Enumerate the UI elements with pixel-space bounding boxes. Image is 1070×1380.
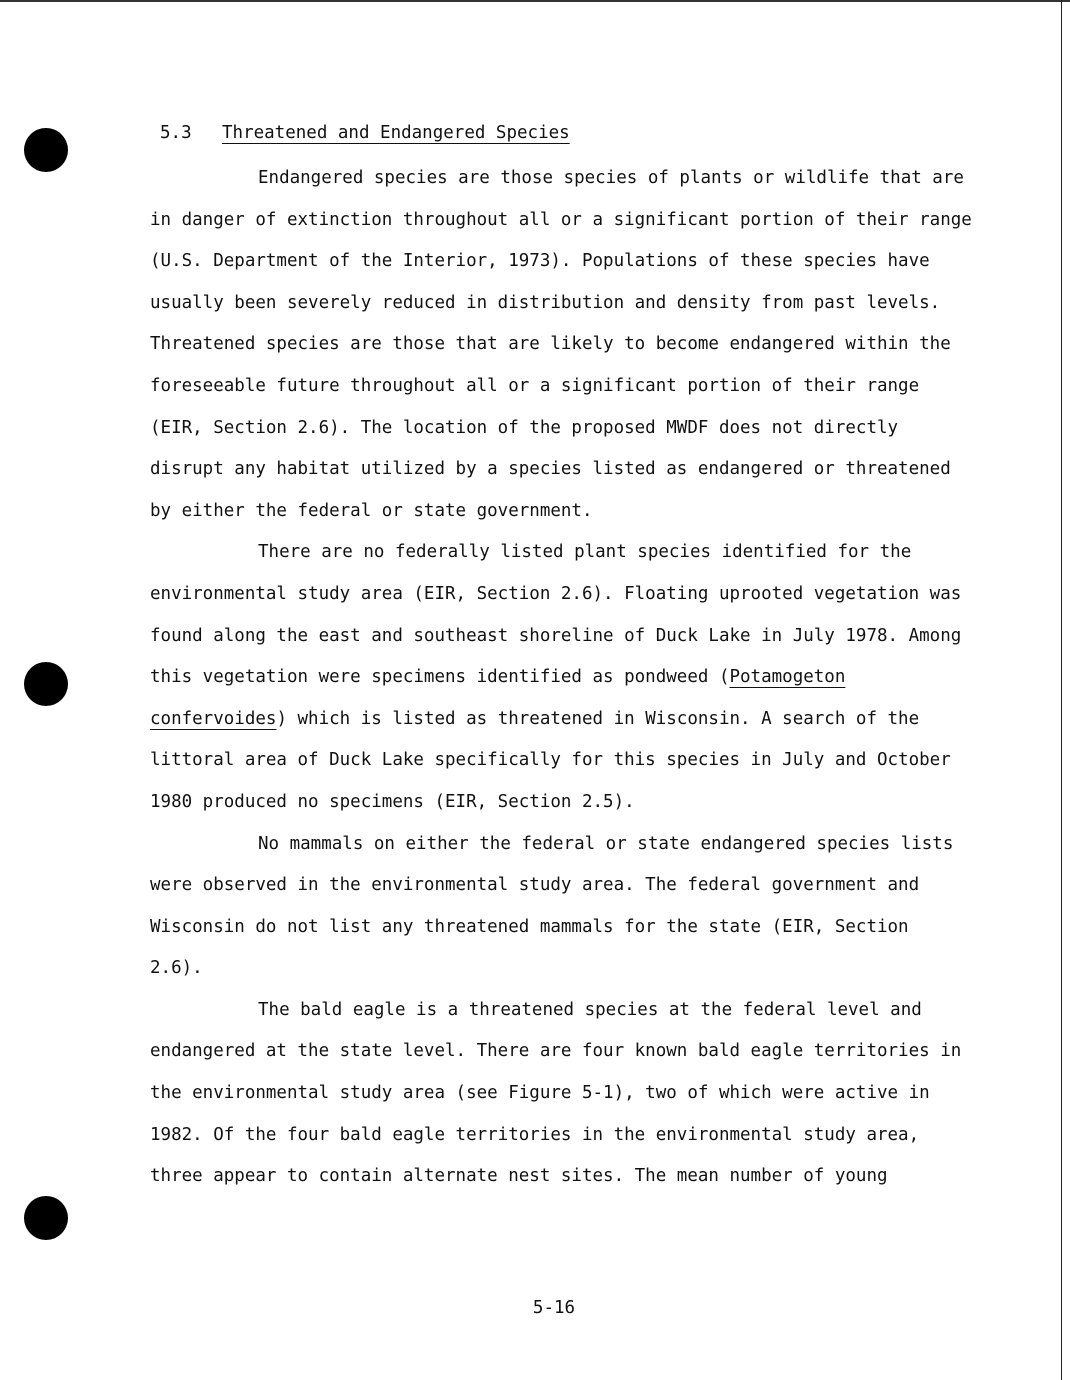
text-line: There are no federally listed plant species identified for the <box>258 542 912 563</box>
text-line <box>150 657 980 699</box>
text-line: endangered at the state level. There are four known bald eagle territories in <box>150 1041 962 1062</box>
punch-hole-top <box>24 128 68 172</box>
document-body <box>150 118 980 1198</box>
text-line: in danger of extinction throughout all or a significant portion of their range <box>150 209 972 230</box>
text-line: found along the east and southeast shoreline of Duck Lake in July 1978. Among <box>150 625 962 646</box>
text-line: were observed in the environmental study area. The federal government and <box>150 875 920 896</box>
punch-hole-middle <box>24 662 68 706</box>
text-line: Threatened species are those that are likely to become endangered within the <box>150 334 951 355</box>
text-line: Wisconsin do not list any threatened mammals for the state (EIR, Section <box>150 916 909 937</box>
text-line: by either the federal or state government. <box>150 500 593 521</box>
text-line: 1980 produced no specimens (EIR, Section 2.5). <box>150 791 635 812</box>
page-top-edge <box>0 0 1070 2</box>
text-line: (EIR, Section 2.6). The location of the proposed MWDF does not directly <box>150 417 899 438</box>
punch-hole-bottom <box>24 1196 68 1240</box>
text-line: foreseeable future throughout all or a significant portion of their range <box>150 375 920 396</box>
text-line: Endangered species are those species of plants or wildlife that are <box>258 168 964 188</box>
text-line: 1982. Of the four bald eagle territories in the environmental study area, <box>150 1124 920 1145</box>
paragraph-mammals <box>150 824 980 990</box>
page-right-edge <box>1061 0 1062 1380</box>
section-title: Threatened and Endangered Species <box>222 123 570 143</box>
paragraph-bald-eagle <box>150 990 980 1198</box>
species-name-epithet: confervoides <box>150 708 277 729</box>
paragraph-plant-species <box>150 532 980 823</box>
text-line: three appear to contain alternate nest sites. The mean number of young <box>150 1166 888 1187</box>
text-line: the environmental study area (see Figure 5-1), two of which were active in <box>150 1083 930 1104</box>
text-line: No mammals on either the federal or state endangered species lists <box>258 833 954 854</box>
text-line: environmental study area (EIR, Section 2.6). Floating uprooted vegetation was <box>150 583 962 604</box>
text-line: usually been severely reduced in distribution and density from past levels. <box>150 292 941 313</box>
text-line: 2.6). <box>150 958 203 979</box>
paragraph-endangered-definition <box>150 158 980 532</box>
section-number: 5.3 <box>160 123 192 143</box>
text-line: (U.S. Department of the Interior, 1973). Populations of these species have <box>150 251 930 272</box>
text-line: The bald eagle is a threatened species at the federal level and <box>258 999 922 1020</box>
text-line: littoral area of Duck Lake specifically for this species in July and October <box>150 750 951 771</box>
species-name-genus: Potamogeton <box>729 667 846 688</box>
text-fragment: ) which is listed as threatened in Wisconsin. A search of the <box>276 708 920 729</box>
section-heading <box>150 118 980 148</box>
page-number: 5-16 <box>532 1298 576 1318</box>
text-fragment: this vegetation were specimens identified as pondweed ( <box>150 667 730 688</box>
text-line <box>150 699 980 741</box>
text-line: disrupt any habitat utilized by a species listed as endangered or threatened <box>150 459 951 480</box>
